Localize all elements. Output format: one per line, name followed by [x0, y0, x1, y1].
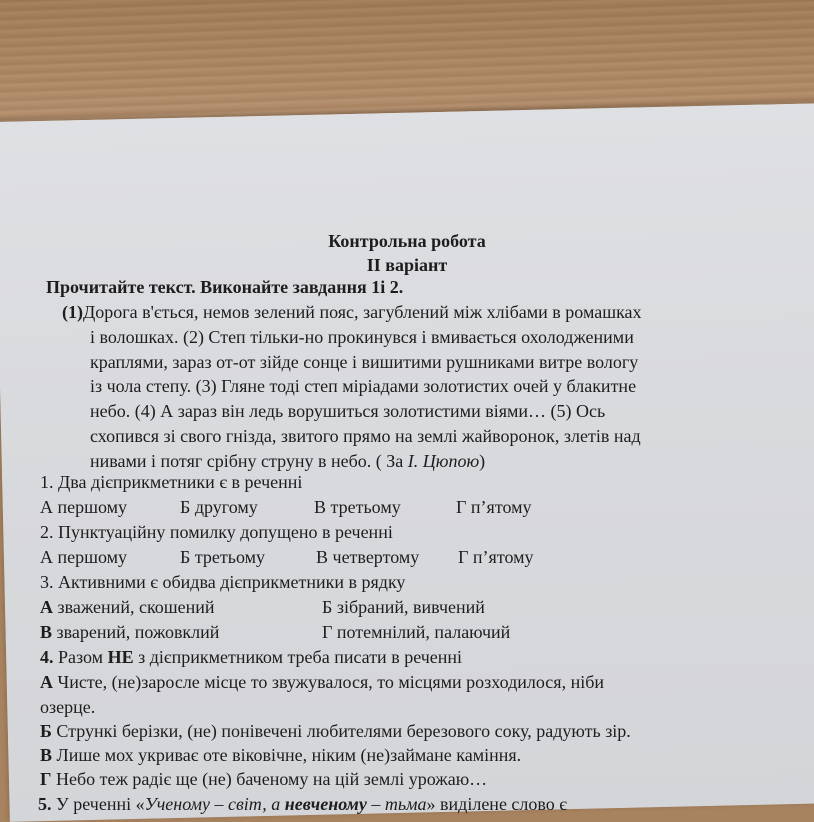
- question-3: 3. Активними є обидва дієприкметники в рядку: [40, 572, 406, 592]
- q3-option-d: Г потемнілий, палаючий: [322, 622, 511, 642]
- text-line-5: небо. (4) А зараз він ледь ворушиться золотистими віями… (5) Ось: [90, 401, 606, 421]
- text-line-4: із чола степу. (3) Гляне тоді степ міріадами золотистих очей у блакитне: [90, 376, 637, 396]
- text-line-2: і волошках. (2) Степ тільки-но прокинувся і вмивається охолодженими: [90, 327, 634, 347]
- q3-option-c: В зварений, пожовклий: [40, 622, 220, 642]
- q1-option-d: Г п’ятому: [456, 497, 532, 517]
- q4-option-a: А Чисте, (не)заросле місце то звужувалося, то місцями розходилося, ніби: [40, 672, 604, 692]
- author: І. Цюпою: [407, 451, 480, 471]
- q4-option-b: Б Стрункі берізки, (не) понівечені любителями березового соку, радують зір.: [40, 721, 631, 741]
- question-5: 5. У реченні «Ученому – світ, а невченому – тьма» виділене слово є: [38, 794, 568, 814]
- q1-option-b: Б другому: [180, 497, 258, 517]
- q2-option-b: Б третьому: [180, 547, 266, 567]
- instruction: Прочитайте текст. Виконайте завдання 1і 2.: [46, 277, 404, 297]
- q3-option-b: Б зібраний, вивчений: [322, 597, 485, 617]
- question-4: 4. Разом НЕ з дієприкметником треба писати в реченні: [40, 647, 463, 667]
- text-line-7: нивами і потяг срібну струну в небо. ( За І. Цюпою): [90, 451, 486, 471]
- q4-option-c: В Лише мох укриває оте віковічне, ніким (не)займане каміння.: [40, 745, 522, 765]
- doc-variant: ІІ варіант: [366, 255, 448, 275]
- q1-option-c: В третьому: [314, 497, 401, 517]
- text-line-6: схопився зі свого гнізда, звитого прямо на землі жайворонок, злетів над: [90, 426, 641, 446]
- text-line-1: (1)Дорога в'ється, немов зелений пояс, загублений між хлібами в ромашках: [62, 302, 642, 322]
- doc-title: Контрольна робота: [328, 231, 486, 251]
- text-line-3: краплями, зараз от-от зійде сонце і вишитими рушниками витре вологу: [90, 352, 639, 372]
- question-1: 1. Два дієприкметники є в реченні: [40, 472, 303, 492]
- q3-option-a: А зважений, скошений: [40, 597, 215, 617]
- q2-option-d: Г п’ятому: [458, 547, 534, 567]
- q4-option-a-continued: озерце.: [40, 697, 96, 717]
- q2-option-c: В четвертому: [316, 547, 420, 567]
- q4-option-d: Г Небо теж радіє ще (не) баченому на цій землі урожаю…: [40, 769, 488, 789]
- question-2: 2. Пунктуаційну помилку допущено в реченні: [40, 522, 393, 542]
- q2-option-a: А першому: [40, 547, 128, 567]
- q1-option-a: А першому: [40, 497, 128, 517]
